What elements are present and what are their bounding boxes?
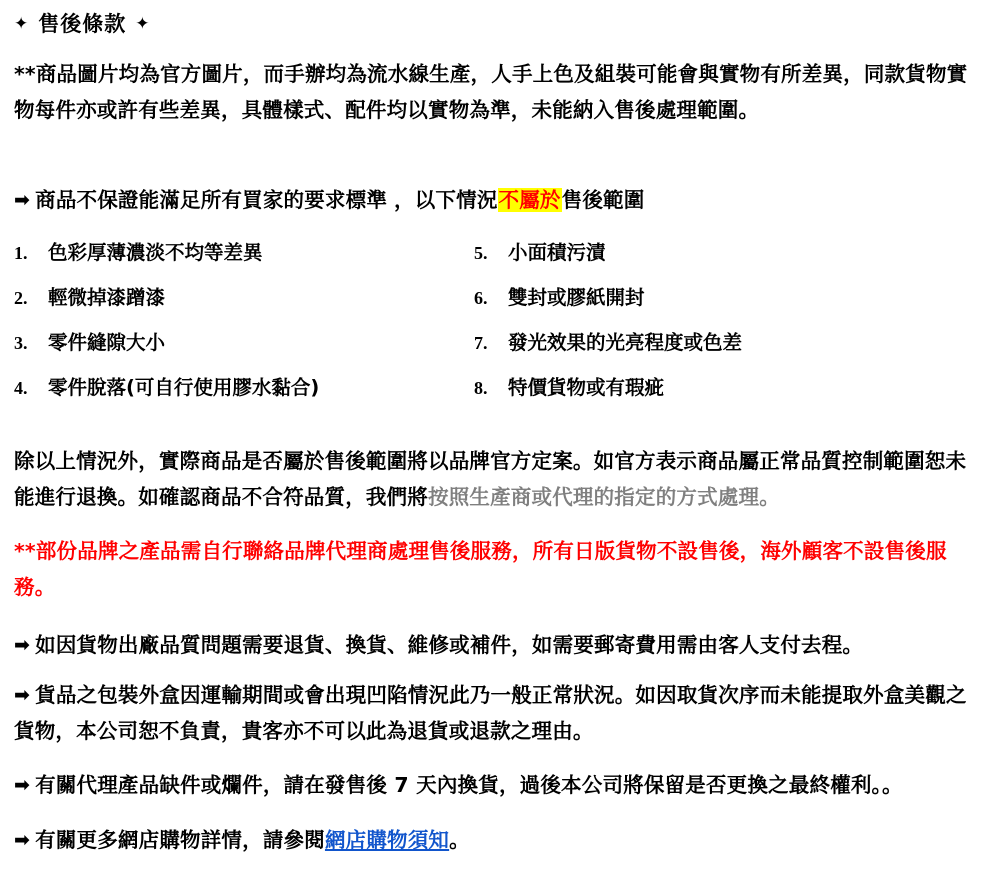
list-item [14, 280, 454, 316]
exclusions-column-left [14, 235, 454, 415]
arrow-right-icon: ➡ [14, 634, 31, 656]
list-item-label: 小面積污漬 [508, 241, 606, 264]
page-title [14, 8, 151, 38]
list-item [474, 280, 914, 316]
list-item-number: 4. [14, 378, 28, 398]
list-item-label: 雙封或膠紙開封 [508, 286, 645, 309]
list-item [14, 235, 454, 271]
paragraph-agent-missing-parts [14, 767, 982, 803]
list-item-label: 零件縫隙大小 [48, 331, 166, 354]
list-item [474, 235, 914, 271]
exclusions-column-right [454, 235, 914, 415]
paragraph-official-images: **商品圖片均為官方圖片，而手辦均為流水線生產，人手上色及組裝可能會與實物有所差異，同款貨物實物每件亦或許有些差異，具體樣式、配件均以實物為準，未能納入售後處理範圍。 [14, 62, 968, 122]
list-item-number: 8. [474, 378, 488, 398]
list-item-number: 1. [14, 243, 28, 263]
paragraph-more-after-text: 。 [449, 828, 470, 852]
list-item [14, 370, 454, 406]
arrow-right-icon: ➡ [14, 829, 31, 851]
list-item [474, 370, 914, 406]
paragraph-brand-agent-warning: **部份品牌之產品需自行聯絡品牌代理商處理售後服務，所有日版貨物不設售後，海外顧客不設售後服務。 [14, 539, 947, 599]
list-item-label: 色彩厚薄濃淡不均等差異 [48, 241, 263, 264]
list-item-number: 3. [14, 333, 28, 353]
arrow-right-icon: ➡ [14, 189, 31, 211]
no-coverage-middle-text: ，以下情況 [394, 188, 498, 212]
no-coverage-before-text: 商品不保證能滿足所有買家的要求標準 [35, 188, 388, 212]
list-item-label: 零件脫落(可自行使用膠水黏合) [48, 376, 320, 399]
list-item-number: 6. [474, 288, 488, 308]
highlight-not-included: 不屬於 [498, 188, 561, 212]
paragraph-agent-text: 有關代理產品缺件或爛件，請在發售後 7 天內換貨，過後本公司將保留是否更換之最終權利。。 [35, 773, 903, 797]
paragraph-return-shipping [14, 627, 982, 663]
list-item [14, 325, 454, 361]
paragraph-box-text: 貨品之包裝外盒因運輸期間或會出現凹陷情況此乃一般正常狀況。如因取貨次序而未能提取外盒美觀之貨物，本公司恕不負責，貴客亦不可以此為退貨或退款之理由。 [14, 683, 967, 743]
list-item-number: 7. [474, 333, 488, 353]
paragraph-outside-scope [14, 443, 982, 515]
exclusions-list [14, 235, 974, 415]
star-decoration-left-icon: ✦ [14, 14, 30, 34]
page-title-text: 售後條款 [38, 12, 127, 36]
paragraph-outer-box-condition [14, 677, 982, 749]
paragraph-outside-main-text: 除以上情況外，實際商品是否屬於售後範圍將以品牌官方定案。如官方表示商品屬正常品質控制範圍恕未能進行退換。如確認商品不合符品質，我們將 [14, 449, 967, 509]
paragraph-outside-grey-text: 按照生產商或代理的指定的方式處理。 [428, 485, 780, 509]
paragraph-more-info [14, 822, 982, 858]
paragraph-no-coverage-heading [14, 182, 974, 218]
arrow-right-icon: ➡ [14, 684, 31, 706]
list-item [474, 325, 914, 361]
arrow-right-icon: ➡ [14, 774, 31, 796]
no-coverage-after-text: 售後範圍 [561, 188, 645, 212]
list-item-number: 5. [474, 243, 488, 263]
list-item-label: 特價貨物或有瑕疵 [508, 376, 665, 399]
star-decoration-right-icon: ✦ [135, 14, 151, 34]
list-item-label: 輕微掉漆蹭漆 [48, 286, 166, 309]
list-item-label: 發光效果的光亮程度或色差 [508, 331, 743, 354]
paragraph-return-text: 如因貨物出廠品質問題需要退貨、換貨、維修或補件，如需要郵寄費用需由客人支付去程。 [35, 633, 864, 657]
shop-guide-link[interactable]: 網店購物須知 [324, 828, 450, 852]
paragraph-more-before-text: 有關更多網店購物詳情，請參閱 [35, 828, 325, 852]
list-item-number: 2. [14, 288, 28, 308]
